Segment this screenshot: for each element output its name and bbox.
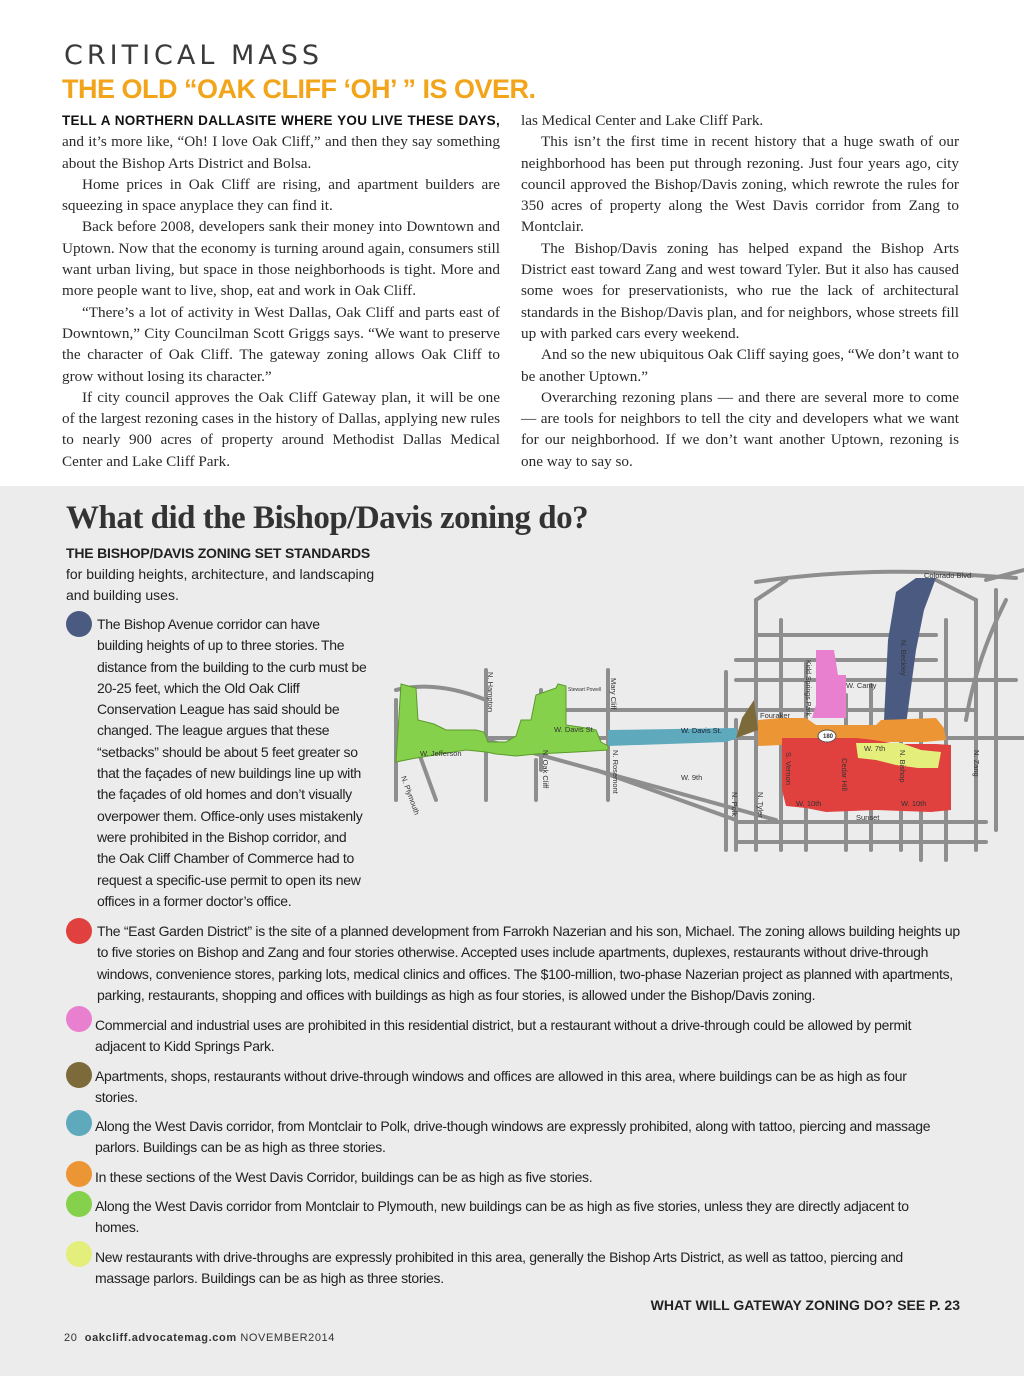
map-label-w-davis-east: W. Davis St. xyxy=(681,726,722,735)
route-shield-label: 180 xyxy=(823,734,834,740)
lead-in: TELL A NORTHERN DALLASITE WHERE YOU LIVE THESE DAYS, xyxy=(62,113,500,128)
map-label-n-plymouth: N. Plymouth xyxy=(399,774,422,817)
map-label-w-canty: W. Canty xyxy=(846,681,877,690)
map-label-n-oak-cliff: N. Oak Cliff xyxy=(541,750,550,789)
page-footer xyxy=(64,1332,335,1344)
sidebar-intro-text: for building heights, architecture, and landscaping and building uses. xyxy=(66,566,375,603)
legend-dot-pink xyxy=(66,1006,92,1032)
paragraph-5-continued: las Medical Center and Lake Cliff Park. xyxy=(521,112,764,129)
legend-item-residential: Commercial and industrial uses are prohibited in this residential district, but a restaurant without a drive-through could be allowed by permit adjacent to Kidd Springs Park. xyxy=(95,1017,912,1055)
map-label-n-zang: N. Zang xyxy=(972,750,981,777)
map-label-w-jefferson: W. Jefferson xyxy=(420,749,462,758)
legend-dot-yellow xyxy=(66,1241,92,1267)
map-label-s-vernon: S. Vernon xyxy=(784,752,793,785)
article-column-left xyxy=(62,110,500,470)
legend-item-montclair-plymouth: Along the West Davis corridor from Montclair to Plymouth, new buildings can be as high as five stories, unless they are directly adjacent to homes. xyxy=(95,1198,909,1236)
street-grid xyxy=(396,570,1024,860)
paragraph-5: If city council approves the Oak Cliff Gateway plan, it will be one of the largest rezoning cases in the history of Dallas, applying new rules to nearly 900 acres of property around Methodist Dallas Medical Center and Lake Cliff Park. xyxy=(62,388,500,470)
paragraph-7: The Bishop/Davis zoning has helped expand the Bishop Arts District east toward Zang and west toward Tyler. But it also has caused some woes for preservationists, who rue the lack of architectural standards in the Bishop/Davis plan, and for neighbors, whose streets fill up with parked cars every weekend. xyxy=(521,239,959,342)
legend-dot-brown xyxy=(66,1062,92,1088)
map-label-n-hampton: N. Hampton xyxy=(486,672,495,713)
legend-item-bishop-avenue: The Bishop Avenue corridor can have building heights of up to three stories. The distance from the building to the curb must be 20-25 feet, which the Old Oak Cliff Conservation League has said should be changed. The league argues that these “setbacks” should be about 5 feet greater so that the façades of new buildings line up with the façades of old homes and don’t visually overpower them. Office-only uses mistakenly were prohibited in the Bishop corridor, and the Oak Cliff Chamber of Commerce had to request a specific-use permit to open its new offices in a former doctor’s office. xyxy=(97,616,367,909)
map-label-fouraker: Fouraker xyxy=(760,711,791,720)
map-label-n-rosemont: N. Rosemont xyxy=(611,750,620,794)
zone-navy xyxy=(884,578,936,725)
legend-item-east-garden: The “East Garden District” is the site of a planned development from Farrokh Nazerian and his son, Michael. The zoning allows building heights up to five stories on Bishop and Zang and four stories otherwise. Accepted uses include apartments, duplexes, restaurants without drive-through windows, convenience stores, parking lots, medical clinics and offices. The $100-million, two-phase Nazerian project as planned with apartments, parking, restaurants, shopping and offices with buildings as high as four stories, is allowed under the Bishop/Davis zoning. xyxy=(97,923,960,1003)
legend-item-west-davis-polk: Along the West Davis corridor, from Montclair to Polk, drive-though windows are expressly prohibited, along with tattoo, piercing and massage parlors. Buildings can be as high as three stories. xyxy=(95,1118,931,1156)
map-label-w-10th-east: W. 10th xyxy=(901,799,927,808)
paragraph-1-text: and it’s more like, “Oh! I love Oak Cliff,” and then they say something about the Bishop Arts District and Bolsa. xyxy=(62,133,500,172)
map-label-sunset: Sunset xyxy=(856,813,880,822)
map-label-w-7th: W. 7th xyxy=(864,744,886,753)
map-label-w-davis-west: W. Davis St. xyxy=(554,725,595,734)
sidebar-title: What did the Bishop/Davis zoning do? xyxy=(66,500,589,536)
article-column-right xyxy=(521,110,959,472)
map-label-colorado: Colorado Blvd. xyxy=(924,571,974,580)
sidebar-subhead: THE BISHOP/DAVIS ZONING SET STANDARDS xyxy=(66,545,370,561)
map-label-cedar-hill: Cedar Hill xyxy=(840,758,849,791)
sidebar-intro xyxy=(66,543,386,606)
zoning-map xyxy=(376,560,1024,870)
legend-dot-teal xyxy=(66,1110,92,1136)
paragraph-8: And so the new ubiquitous Oak Cliff saying goes, “We don’t want to be another Uptown.” xyxy=(521,346,959,385)
legend-dot-navy xyxy=(66,611,92,637)
map-label-w-10th-west: W. 10th xyxy=(796,799,822,808)
page-number: 20 xyxy=(64,1332,78,1344)
paragraph-1 xyxy=(62,110,500,174)
map-label-stewart-powell: Stewart Powell xyxy=(568,687,602,693)
map-label-n-beckley: N. Beckley xyxy=(899,640,908,676)
section-kicker: CRITICAL MASS xyxy=(64,40,324,71)
issue-date: NOVEMBER2014 xyxy=(240,1332,335,1344)
legend-item-five-stories: In these sections of the West Davis Corridor, buildings can be as high as five stories. xyxy=(95,1169,593,1185)
paragraph-2: Home prices in Oak Cliff are rising, and apartment builders are squeezing in space anyplace they can find it. xyxy=(62,175,500,215)
see-page-reference: WHAT WILL GATEWAY ZONING DO? SEE P. 23 xyxy=(650,1297,960,1313)
legend-dot-green xyxy=(66,1191,92,1217)
map-label-w-9th: W. 9th xyxy=(681,773,703,782)
map-label-kidd-springs: Kidd Springs Park xyxy=(804,660,811,717)
map-label-mary-cliff: Mary Cliff xyxy=(609,678,618,710)
paragraph-3: Back before 2008, developers sank their money into Downtown and Uptown. Now that the economy is turning around again, consumers still want urban living, but space in those neighborhoods is tight. More and more people want to live, shop, eat and work in Oak Cliff. xyxy=(62,218,500,300)
paragraph-4: “There’s a lot of activity in West Dallas, Oak Cliff and parts east of Downtown,” City Councilman Scott Griggs says. “We want to preserve the character of Oak Cliff. The gateway zoning allows Oak Cliff to grow without losing its character.” xyxy=(62,303,500,385)
map-label-n-tyler: N. Tyler xyxy=(756,792,765,818)
headline: THE OLD “OAK CLIFF ‘OH’ ” IS OVER. xyxy=(62,74,536,104)
legend-dot-red xyxy=(66,918,92,944)
site-url: oakcliff.advocatemag.com xyxy=(84,1332,237,1344)
legend-item-bishop-arts: New restaurants with drive-throughs are expressly prohibited in this area, generally the Bishop Arts District, as well as tattoo, piercing and massage parlors. Buildings can be as high as three stories. xyxy=(95,1249,903,1287)
paragraph-9: Overarching rezoning plans — and there are several more to come — are tools for neighbors to tell the city and developers what we want for our neighborhood. If we don’t want another Uptown, rezoning is one way to say so. xyxy=(521,388,959,470)
legend-dot-orange xyxy=(66,1161,92,1187)
map-label-n-polk: N. Polk xyxy=(730,792,739,817)
paragraph-6: This isn’t the first time in recent history that a huge swath of our neighborhood has been put through rezoning. Just four years ago, city council approved the Bishop/Davis zoning, which rewrote the rules for 350 acres of property along the West Davis corridor from Zang to Montclair. xyxy=(521,133,959,236)
legend-item-apartments: Apartments, shops, restaurants without drive-through windows and offices are allowed in this area, where buildings can be as high as four stories. xyxy=(95,1068,907,1106)
zoning-areas xyxy=(396,578,951,812)
map-label-n-bishop: N. Bishop xyxy=(898,750,907,783)
